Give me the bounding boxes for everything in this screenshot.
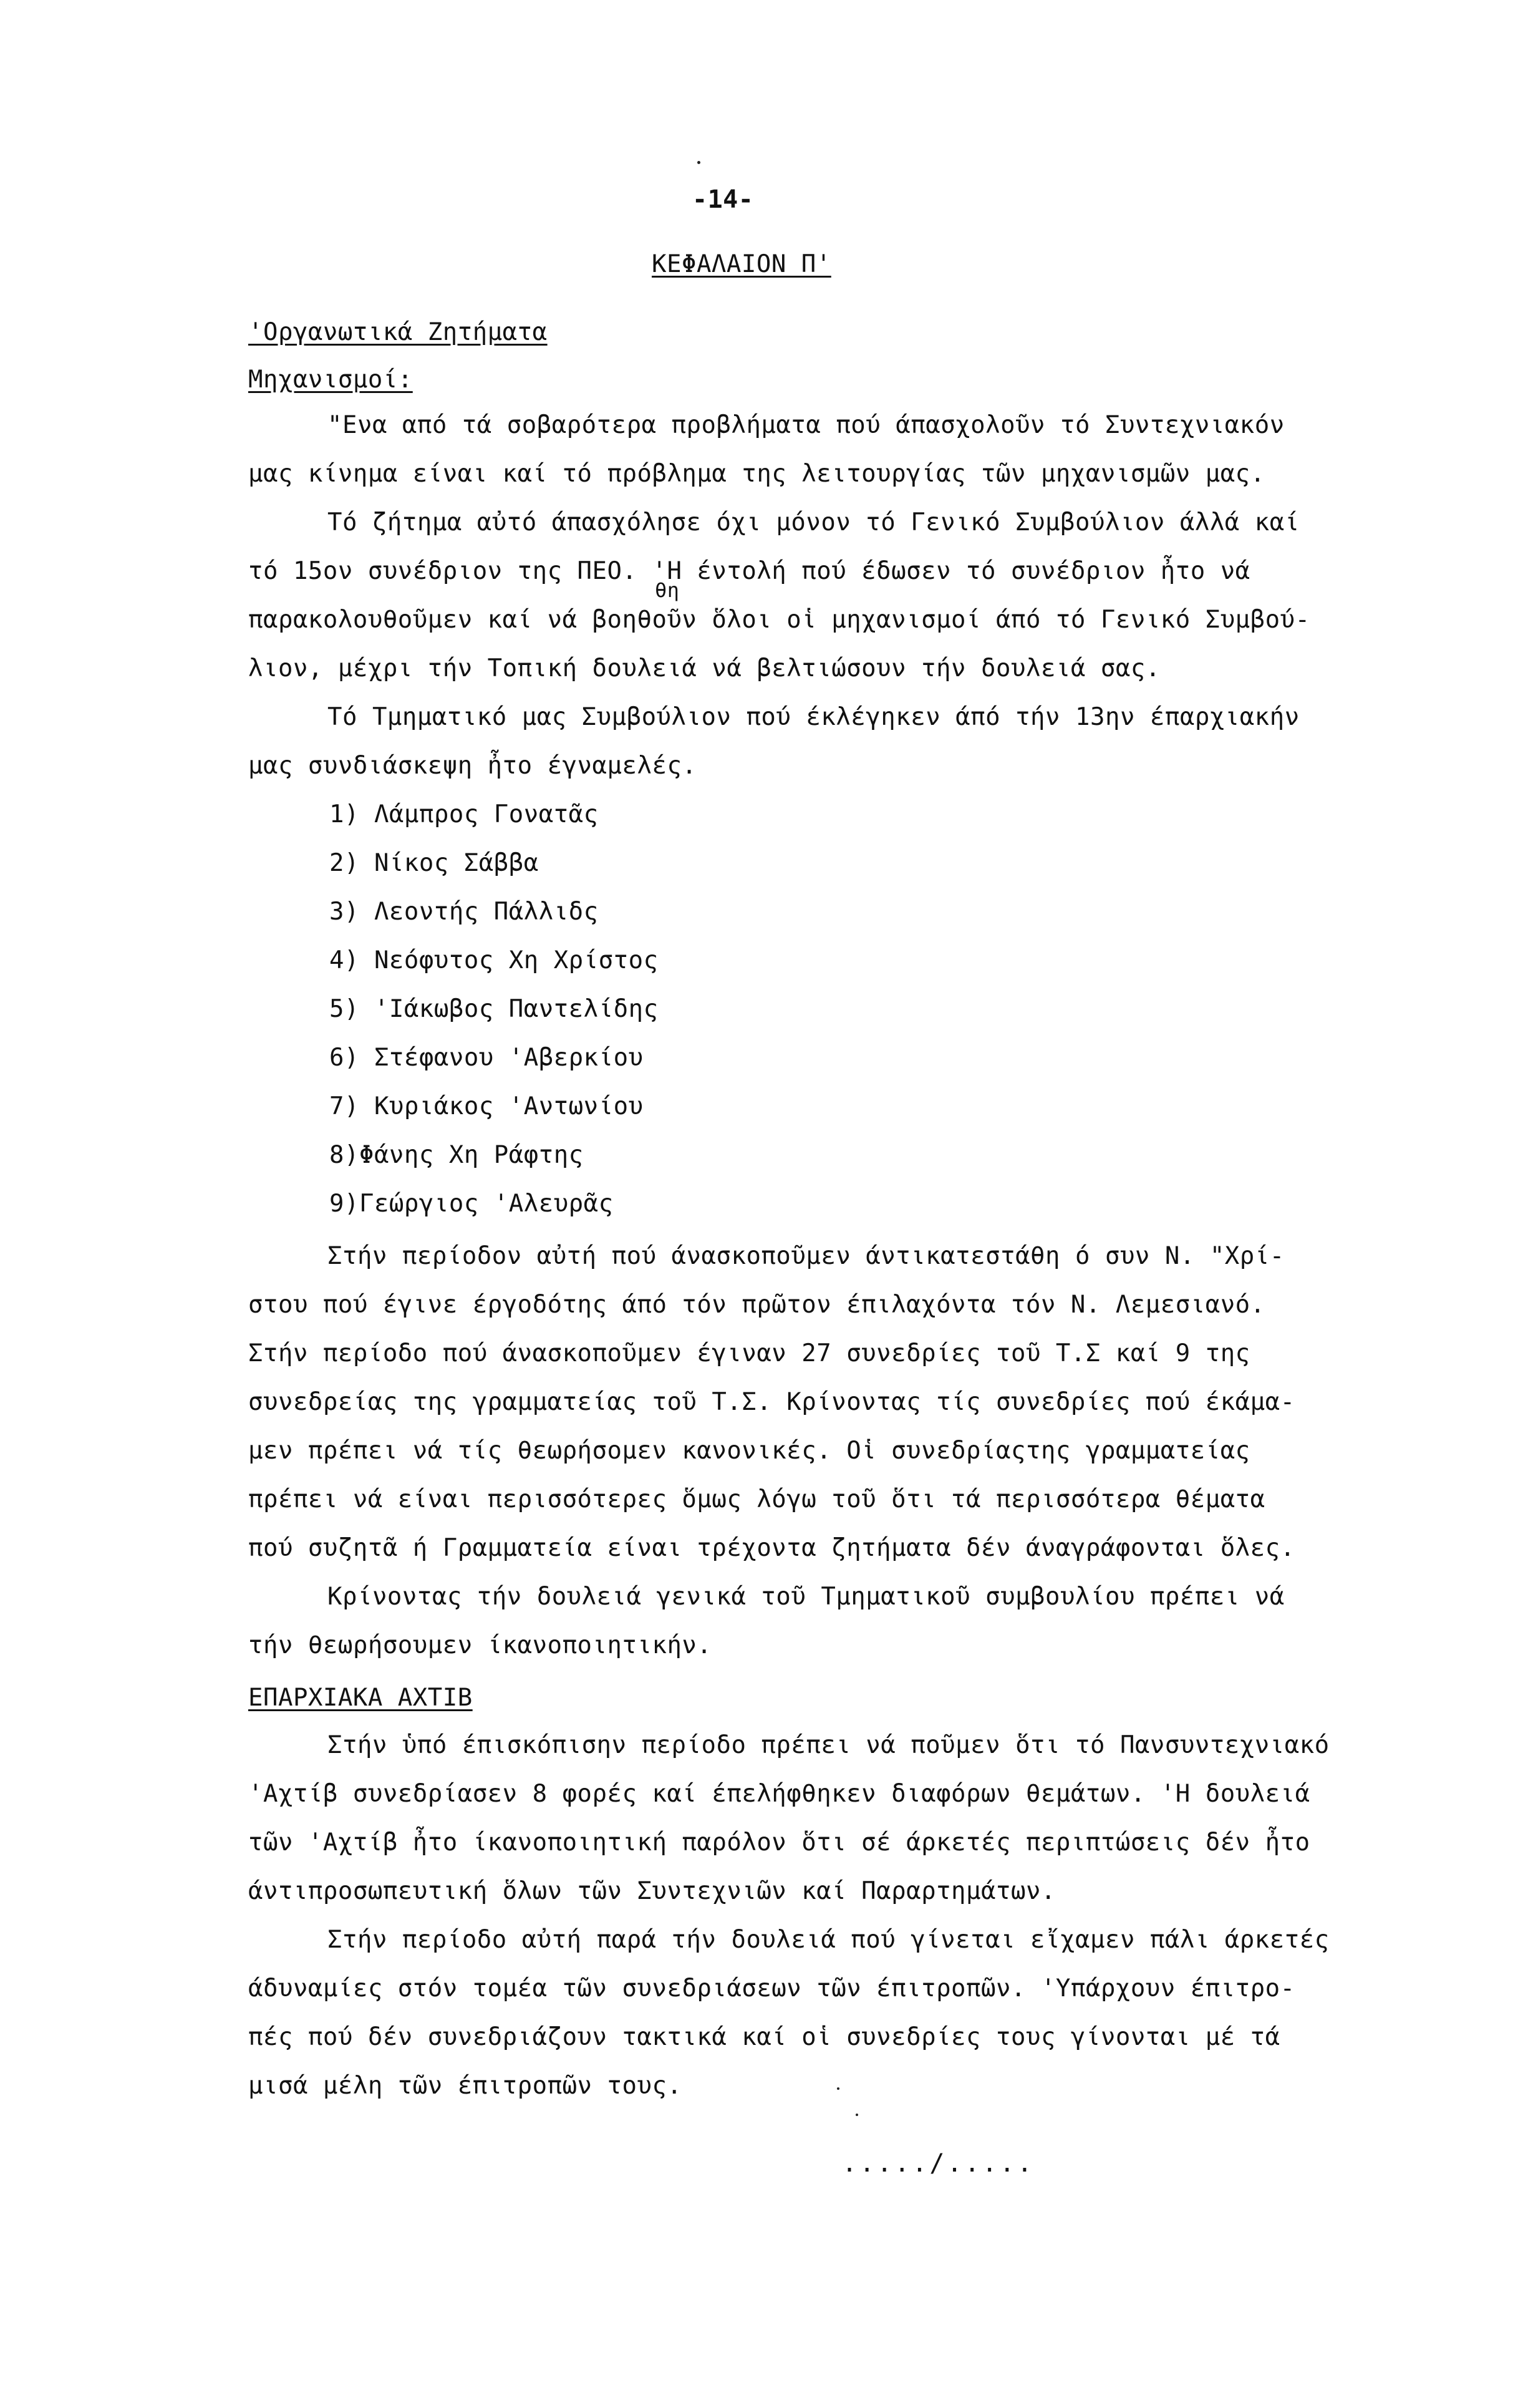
page-number: -14- bbox=[692, 185, 754, 214]
paragraph-3-line-2: στου πού έγινε έργοδότης άπό τόν πρῶτον έπιλαχόντα τόν Ν. Λεμεσιανό. bbox=[248, 1291, 1265, 1319]
scan-speck bbox=[837, 2087, 839, 2090]
member-list-item: 9)Γεώργιος 'Αλευρᾶς bbox=[329, 1190, 614, 1218]
paragraph-5-line-4: άντιπροσωπευτική ὅλων τῶν Συντεχνιῶν καί Παραρτημάτων. bbox=[248, 1877, 1056, 1905]
member-list-item: 7) Κυριάκος 'Αντωνίου bbox=[329, 1092, 644, 1120]
paragraph-1-line-1: "Ενα από τά σοβαρότερα προβλήματα πού άπασχολοῦν τό Συντεχνιακόν bbox=[327, 411, 1285, 439]
paragraph-6-line-3: πές πού δέν συνεδριάζουν τακτικά καί οἱ συνεδρίες τους γίνονται μέ τά bbox=[248, 2023, 1280, 2051]
paragraph-6-line-4: μισά μέλη τῶν έπιτροπῶν τους. bbox=[248, 2072, 682, 2100]
paragraph-6-line-1: Στήν περίοδο αὐτή παρά τήν δουλειά πού γίνεται εἴχαμεν πάλι άρκετές bbox=[327, 1926, 1330, 1954]
paragraph-2-line-2: μας συνδιάσκεψη ἦτο έγναμελές. bbox=[248, 752, 697, 780]
paragraph-3-line-1: Στήν περίοδον αὐτή πού άνασκοποῦμεν άντικατεστάθη ό συν Ν. "Χρί- bbox=[327, 1242, 1285, 1270]
paragraph-5-line-2: 'Αχτίβ συνεδρίασεν 8 φορές καί έπελήφθηκεν διαφόρων θεμάτων. 'Η δουλειά bbox=[248, 1780, 1310, 1808]
continuation-mark: ...../..... bbox=[842, 2149, 1035, 2178]
chapter-title: ΚΕΦΑΛΑΙΟΝ Π' bbox=[652, 250, 831, 278]
paragraph-1-line-3: Τό ζήτημα αὐτό άπασχόλησε όχι μόνον τό Γενικό Συμβούλιον άλλά καί bbox=[327, 508, 1300, 536]
paragraph-3-line-3: Στήν περίοδο πού άνασκοποῦμεν έγιναν 27 συνεδρίες τοῦ Τ.Σ καί 9 της bbox=[248, 1339, 1250, 1367]
paragraph-6-line-2: άδυναμίες στόν τομέα τῶν συνεδριάσεων τῶν έπιτροπῶν. 'Υπάρχουν έπιτρο- bbox=[248, 1974, 1295, 2003]
section-heading: 'Οργανωτικά Ζητήματα bbox=[248, 318, 548, 346]
paragraph-3-line-4: συνεδρείας της γραμματείας τοῦ Τ.Σ. Κρίνοντας τίς συνεδρίες πού έκάμα- bbox=[248, 1388, 1295, 1416]
paragraph-3-line-7: πού συζητᾶ ή Γραμματεία είναι τρέχοντα ζητήματα δέν άναγράφονται ὅλες. bbox=[248, 1534, 1295, 1562]
paragraph-1-line-4: τό 15ον συνέδριον της ΠΕΟ. 'Η έντολή πού έδωσεν τό συνέδριον ἦτο νά bbox=[248, 557, 1250, 585]
member-list-item: 1) Λάμπρος Γονατᾶς bbox=[329, 800, 599, 828]
member-list-item: 5) 'Ιάκωβος Παντελίδης bbox=[329, 995, 659, 1023]
member-list-item: 6) Στέφανου 'Αβερκίου bbox=[329, 1044, 644, 1072]
paragraph-3-line-5: μεν πρέπει νά τίς θεωρήσομεν κανονικές. Οἱ συνεδρίαςτης γραμματείας bbox=[248, 1437, 1250, 1465]
scan-speck bbox=[856, 2114, 858, 2116]
member-list-item: 8)Φάνης Χη Ράφτης bbox=[329, 1141, 584, 1169]
paragraph-4-line-2: τήν θεωρήσουμεν ίκανοποιητικήν. bbox=[248, 1631, 712, 1659]
paragraph-2-line-1: Τό Τμηματικό μας Συμβούλιον πού έκλέγηκεν άπό τήν 13ην έπαρχιακήν bbox=[327, 703, 1300, 731]
paragraph-4-line-1: Κρίνοντας τήν δουλειά γενικά τοῦ Τμηματικοῦ συμβουλίου πρέπει νά bbox=[327, 1583, 1285, 1611]
section-2-heading: ΕΠΑΡΧΙΑΚΑ ΑΧΤΙΒ bbox=[248, 1684, 473, 1712]
member-list-item: 3) Λεοντής Πάλλιδς bbox=[329, 898, 599, 926]
paragraph-3-line-6: πρέπει νά είναι περισσότερες ὅμως λόγω τοῦ ὅτι τά περισσότερα θέματα bbox=[248, 1485, 1265, 1513]
member-list-item: 4) Νεόφυτος Χη Χρίστος bbox=[329, 946, 659, 974]
paragraph-1-insertion: θη bbox=[655, 578, 680, 602]
paragraph-1-line-5: παρακολουθοῦμεν καί νά βοηθοῦν ὅλοι οἱ μηχανισμοί άπό τό Γενικό Συμβού- bbox=[248, 606, 1310, 634]
member-list-item: 2) Νίκος Σάββα bbox=[329, 849, 539, 877]
paragraph-5-line-1: Στήν ὑπό έπισκόπισην περίοδο πρέπει νά ποῦμεν ὅτι τό Πανσυντεχνιακό bbox=[327, 1731, 1330, 1759]
paragraph-5-line-3: τῶν 'Αχτίβ ἦτο ίκανοποιητική παρόλον ὅτι σέ άρκετές περιπτώσεις δέν ἦτο bbox=[248, 1828, 1310, 1857]
paragraph-1-line-6: λιον, μέχρι τήν Τοπική δουλειά νά βελτιώσουν τήν δουλειά σας. bbox=[248, 654, 1161, 682]
subsection-heading: Μηχανισμοί: bbox=[248, 366, 413, 394]
scan-speck bbox=[697, 161, 700, 164]
paragraph-1-line-2: μας κίνημα είναι καί τό πρόβλημα της λειτουργίας τῶν μηχανισμῶν μας. bbox=[248, 460, 1265, 488]
